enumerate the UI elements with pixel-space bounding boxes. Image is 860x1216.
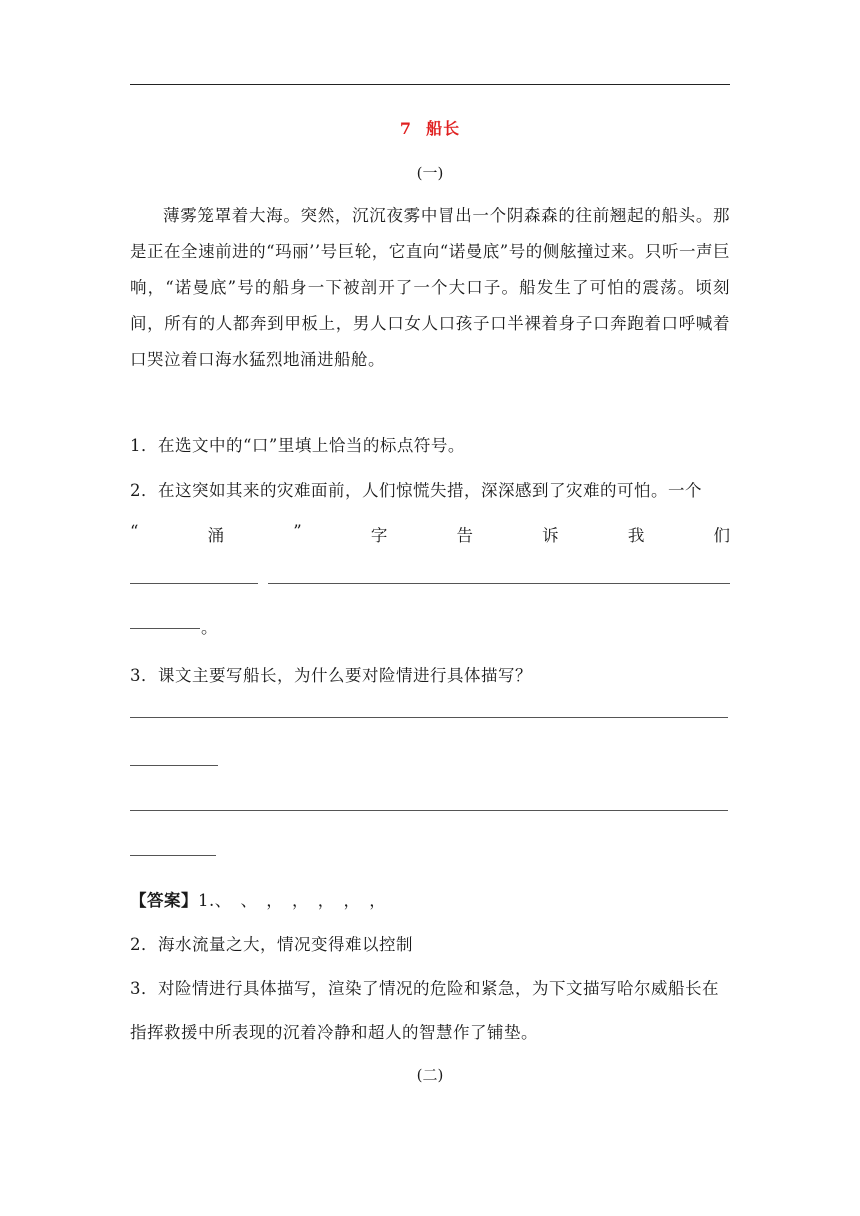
question-2-line: 2．在这突如其来的灾难面前，人们惊慌失措，深深感到了灾难的可怕。一个	[130, 481, 702, 500]
passage-paragraph: 薄雾笼罩着大海。突然，沉沉夜雾中冒出一个阴森森的往前翘起的船头。那是正在全速前进的“玛丽’’号巨轮，它直向“诺曼底”号的侧舷撞过来。只听一声巨响，“诺曼底”号的船身一下被剖开了一个大口子。船发生了可怕的震荡。顷刻间，所有的人都奔到甲板上，男人口女人口孩子口半裸着身子口奔跑着口呼喊着口哭泣着口海水猛烈地涌进船舱。	[130, 206, 730, 369]
answer-blank-line[interactable]	[130, 855, 216, 856]
lesson-number: 7	[399, 119, 413, 138]
spread-char: 字	[370, 526, 388, 545]
answer-blank-line[interactable]	[130, 717, 728, 718]
spread-char: ”	[293, 522, 302, 541]
answer-blank-line[interactable]	[130, 810, 728, 811]
question-1: 1．在选文中的“口”里填上恰当的标点符号。	[130, 436, 465, 455]
spread-char: 诉	[542, 526, 559, 545]
question-2-spread-line	[130, 522, 730, 546]
blank-end-mark: 。	[201, 618, 218, 637]
section-heading-1: (一)	[416, 164, 444, 182]
answer-blank-line[interactable]	[130, 628, 200, 629]
answer-1	[130, 887, 730, 911]
answer-label: 【答案】	[130, 891, 198, 910]
answer-blank-line[interactable]	[268, 583, 730, 584]
spread-char: 告	[456, 526, 473, 545]
header-rule	[130, 84, 730, 85]
answer-blank-line[interactable]	[130, 765, 218, 766]
answer-3-line-1: 3．对险情进行具体描写，渲染了情况的危险和紧急，为下文描写哈尔威船长在	[130, 979, 719, 998]
answer-2: 2．海水流量之大，情况变得难以控制	[130, 935, 413, 954]
spread-char: “	[130, 522, 139, 541]
question-3: 3．课文主要写船长，为什么要对险情进行具体描写？	[130, 666, 532, 685]
spread-char: 我	[627, 526, 645, 545]
section-heading-2: (二)	[416, 1066, 444, 1084]
spread-char: 们	[713, 526, 730, 545]
lesson-name: 船长	[426, 119, 461, 138]
spread-char: 涌	[207, 526, 225, 545]
answer-blank-line[interactable]	[130, 583, 258, 584]
answer-1-text: 1.、 、 ， ， ， ， ，	[198, 891, 387, 910]
answer-3-line-2: 指挥救援中所表现的沉着冷静和超人的智慧作了铺垫。	[130, 1023, 538, 1042]
lesson-title	[0, 116, 860, 139]
